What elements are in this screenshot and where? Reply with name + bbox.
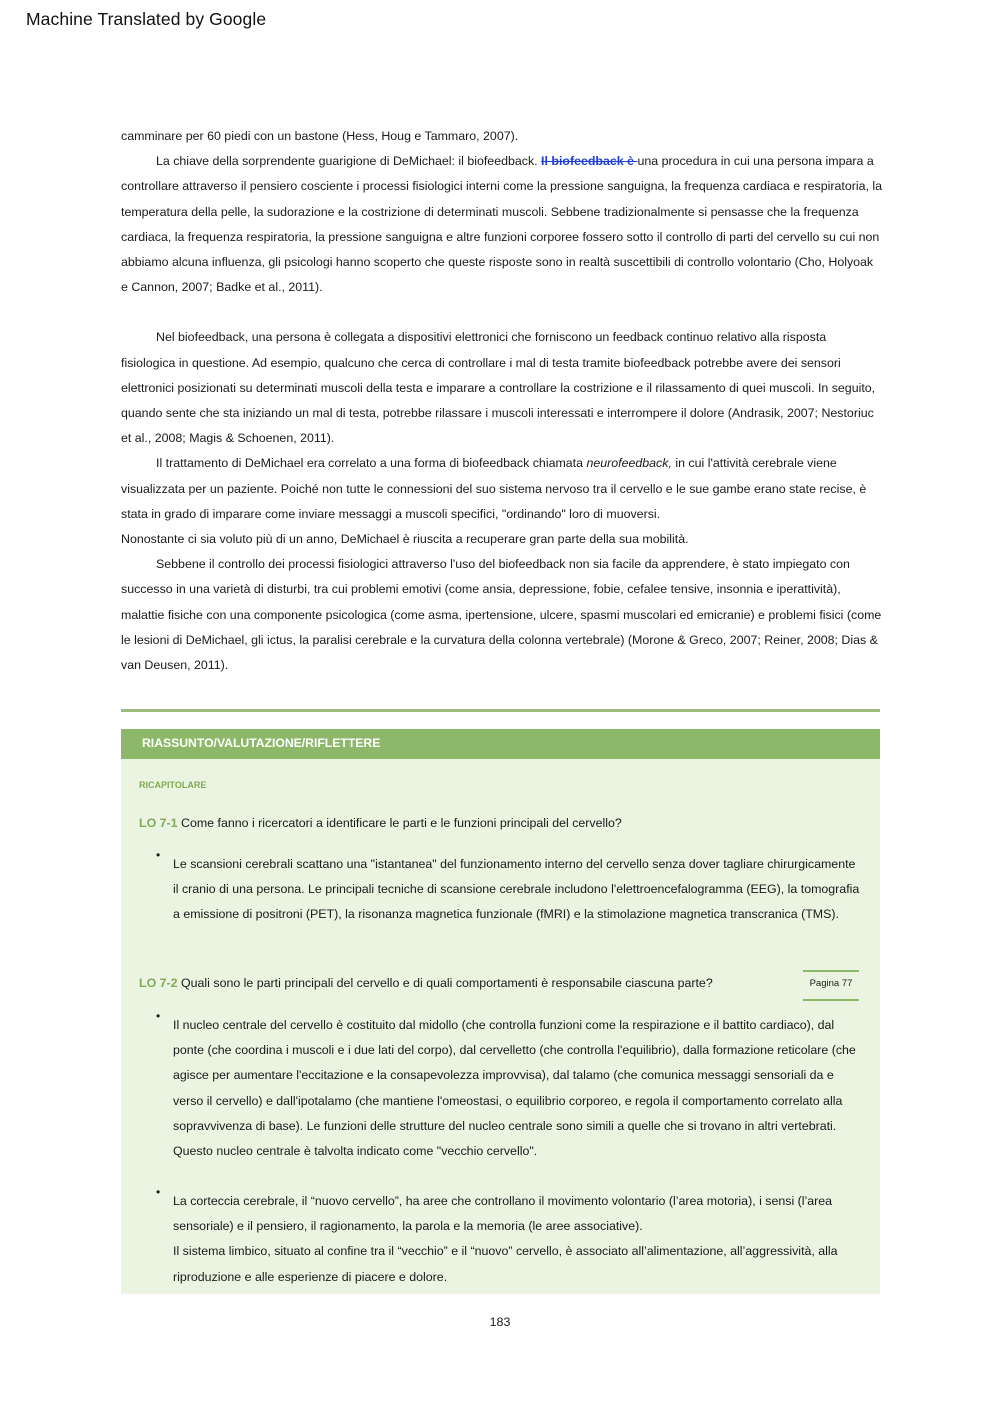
page-reference-badge: Pagina 77 xyxy=(803,970,859,1001)
cerebral-cortex-text: La corteccia cerebrale, il “nuovo cervello”, ha aree che controllano il movimento volontario (l’area motoria), i sensi (l’area sensoriale) e il pensiero, il ragionamento, la parola e la memoria (le aree associative). xyxy=(173,1194,833,1234)
lo-7-2-tag: LO 7-2 xyxy=(139,976,178,990)
lo-7-1-bullet-text: Le scansioni cerebrali scattano una "istantanea" del funzionamento interno del cervello senza dover tagliare chirurgicamente il cranio di una persona. Le principali tecniche di scansione cerebrale includono l'elettroencefalogramma (EEG), la tomografia a emissione di positroni (PET), la risonanza magnetica funzionale (fMRI) e la stimolazione magnetica transcranica (TMS). xyxy=(173,857,860,922)
neurofeedback-term: neurofeedback, xyxy=(586,456,672,471)
paragraph-2 xyxy=(121,149,883,300)
body-text xyxy=(121,124,883,678)
bullet-icon: • xyxy=(156,848,161,862)
machine-translation-banner: Machine Translated by Google xyxy=(26,9,267,29)
lo-7-1-tag: LO 7-1 xyxy=(139,816,178,830)
page-number: 183 xyxy=(489,1315,511,1329)
paragraph-6: Sebbene il controllo dei processi fisiologici attraverso l'uso del biofeedback non sia facile da apprendere, è stato impiegato con successo in una varietà di disturbi, tra cui problemi emotivi (come ansia, depressione, fobie, cefalee tensive, insonnia e iperattività), malattie fisiche con una componente psicologica (come asma, ipertensione, ulcere, spasmi muscolari ed emicranie) e problemi fisici (come le lesioni di DeMichael, gli ictus, la paralisi cerebrale e la curvatura della colonna vertebrale) (Morone & Greco, 2007; Reiner, 2008; Dias & van Deusen, 2011). xyxy=(121,557,882,673)
learning-objective-7-1 xyxy=(139,816,622,830)
paragraph-2-rest: una procedura in cui una persona impara a controllare attraverso il pensiero cosciente i processi fisiologici interni come la pressione sanguigna, la frequenza cardiaca e respiratoria, la temperatura della pelle, la sudorazione e la costrizione di determinati muscoli. Sebbene tradizionalmente si pensasse che la frequenza cardiaca, la frequenza respiratoria, la pressione sanguigna e altre funzioni corporee fossero sotto il controllo di parti del cervello su cui non abbiamo alcuna influenza, gli psicologi hanno scoperto che queste risposte sono in realtà suscettibili di controllo volontario (Cho, Holyoak e Cannon, 2007; Badke et al., 2011). xyxy=(121,154,883,295)
biofeedback-link[interactable]: Il biofeedback è xyxy=(541,154,638,169)
summary-box-title: RIASSUNTO/VALUTAZIONE/RIFLETTERE xyxy=(142,736,381,750)
paragraph-4-start: Il trattamento di DeMichael era correlato a una forma di biofeedback chiamata xyxy=(156,456,587,471)
paragraph-3: Nel biofeedback, una persona è collegata a dispositivi elettronici che forniscono un feedback continuo relativo alla risposta fisiologica in questione. Ad esempio, qualcuno che cerca di controllare i mal di testa tramite biofeedback potrebbe avere dei sensori elettronici posizionati su determinati muscoli della testa e imparare a controllare la costrizione e il rilassamento di quei muscoli. In seguito, quando sente che sta iniziando un mal di testa, potrebbe rilassare i muscoli interessati e interrompere il dolore (Andrasik, 2007; Nestoriuc et al., 2008; Magis & Schoenen, 2011). xyxy=(121,330,876,446)
summary-box-header xyxy=(121,729,880,759)
paragraph-5: Nonostante ci sia voluto più di un anno, DeMichael è riuscita a recuperare gran parte della sua mobilità. xyxy=(121,532,689,547)
summary-box xyxy=(121,729,880,1294)
learning-objective-7-2 xyxy=(139,976,713,990)
lo-7-2-question: Quali sono le parti principali del cervello e di quali comportamenti è responsabile ciascuna parte? xyxy=(177,976,713,990)
paragraph-2-start: La chiave della sorprendente guarigione di DeMichael: il biofeedback. xyxy=(156,154,542,169)
paragraph-4-rest: in cui l'attività cerebrale viene visualizzata per un paziente. Poiché non tutte le connessioni del suo sistema nervoso tra il cervello e le sue gambe erano state recise, è stata in grado di imparare come inviare messaggi a muscoli specifici, "ordinando" loro di muoversi. xyxy=(121,456,867,521)
paragraph-1: camminare per 60 piedi con un bastone (Hess, Houg e Tammaro, 2007). xyxy=(121,129,519,143)
limbic-system-text: Il sistema limbico, situato al confine tra il “vecchio” e il “nuovo” cervello, è associato all’alimentazione, all’aggressività, alla riproduzione e alle esperienze di piacere e dolore. xyxy=(173,1244,838,1284)
bullet-icon: • xyxy=(156,1009,161,1023)
paragraph-4 xyxy=(121,451,883,527)
lo-7-2-bullet-1-text: Il nucleo centrale del cervello è costituito dal midollo (che controlla funzioni come la respirazione e il battito cardiaco), dal ponte (che coordina i muscoli e i due lati del corpo), dal cervelletto (che controlla l'equilibrio), dalla formazione reticolare (che agisce per aumentare l'eccitazione e la consapevolezza improvvisa), dal talamo (che comunica messaggi sensoriali da e verso il cervello) e dall'ipotalamo (che mantiene l'omeostasi, o equilibrio corporeo, e regola il comportamento correlato alla sopravvivenza di base). Le funzioni delle strutture del nucleo centrale sono simili a quelle che si trovano in altri vertebrati. Questo nucleo centrale è talvolta indicato come "vecchio cervello". xyxy=(173,1018,856,1159)
bullet-icon: • xyxy=(156,1185,161,1199)
recap-heading: RICAPITOLARE xyxy=(139,780,207,790)
summary-box-rule xyxy=(121,709,880,712)
lo-7-1-question: Come fanno i ricercatori a identificare le parti e le funzioni principali del cervello? xyxy=(177,816,622,830)
lo-7-2-bullet-2 xyxy=(173,1189,863,1290)
